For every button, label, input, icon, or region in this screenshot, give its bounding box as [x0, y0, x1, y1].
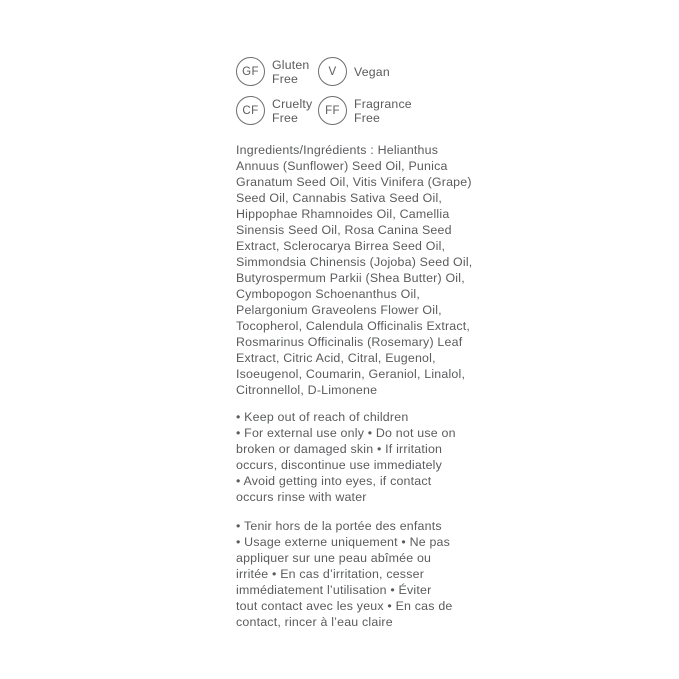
text-line: contact, rincer à l’eau claire: [236, 615, 393, 629]
badge-fragrance-free: [318, 96, 428, 125]
text-line: Hippophae Rhamnoides Oil, Camellia: [236, 207, 450, 221]
text-line: Isoeugenol, Coumarin, Geraniol, Linalol,: [236, 367, 466, 381]
text-line: occurs, discontinue use immediately: [236, 458, 443, 472]
text-line: Pelargonium Graveolens Flower Oil,: [236, 303, 442, 317]
warnings-english: [236, 409, 456, 505]
text-line: Tocopherol, Calendula Officinalis Extract,: [236, 319, 471, 333]
gluten-free-icon: GF: [236, 57, 265, 86]
text-line: Butyrospermum Parkii (Shea Butter) Oil,: [236, 271, 465, 285]
warnings-french: [236, 518, 453, 630]
text-line: tout contact avec les yeux • En cas de: [236, 599, 453, 613]
text-line: Extract, Citric Acid, Citral, Eugenol,: [236, 351, 436, 365]
text-line: • Keep out of reach of children: [236, 410, 409, 424]
text-line: Citronnellol, D-Limonene: [236, 383, 378, 397]
text-line: Extract, Sclerocarya Birrea Seed Oil,: [236, 239, 446, 253]
text-line: • Tenir hors de la portée des enfants: [236, 519, 442, 533]
fragrance-free-icon: FF: [318, 96, 347, 125]
badge-vegan-label: Vegan: [354, 64, 390, 79]
text-line: appliquer sur une peau abîmée ou: [236, 551, 432, 565]
text-line: broken or damaged skin • If irritation: [236, 442, 443, 456]
text-line: Rosmarinus Officinalis (Rosemary) Leaf: [236, 335, 463, 349]
text-line: • Usage externe uniquement • Ne pas: [236, 535, 451, 549]
text-line: Granatum Seed Oil, Vitis Vinifera (Grape): [236, 175, 472, 189]
certification-badges: [236, 57, 428, 125]
text-line: occurs rinse with water: [236, 490, 367, 504]
text-line: • Avoid getting into eyes, if contact: [236, 474, 432, 488]
text-line: Simmondsia Chinensis (Jojoba) Seed Oil,: [236, 255, 473, 269]
badge-gluten-free: [236, 57, 318, 86]
ingredients-list: [236, 142, 472, 398]
cruelty-free-icon: CF: [236, 96, 265, 125]
badge-cruelty-free: [236, 96, 318, 125]
badge-vegan: [318, 57, 428, 86]
text-line: Seed Oil, Cannabis Sativa Seed Oil,: [236, 191, 443, 205]
text-line: Sinensis Seed Oil, Rosa Canina Seed: [236, 223, 452, 237]
vegan-icon: V: [318, 57, 347, 86]
badge-gluten-free-label: Gluten Free: [272, 57, 310, 86]
text-line: • For external use only • Do not use on: [236, 426, 456, 440]
badge-cruelty-free-label: Cruelty Free: [272, 96, 313, 125]
text-line: immédiatement l’utilisation • Éviter: [236, 583, 432, 597]
badge-fragrance-free-label: Fragrance Free: [354, 96, 412, 125]
text-line: Annuus (Sunflower) Seed Oil, Punica: [236, 159, 448, 173]
text-line: Cymbopogon Schoenanthus Oil,: [236, 287, 420, 301]
text-line: irritée • En cas d’irritation, cesser: [236, 567, 425, 581]
text-line: Ingredients/Ingrédients : Helianthus: [236, 143, 439, 157]
